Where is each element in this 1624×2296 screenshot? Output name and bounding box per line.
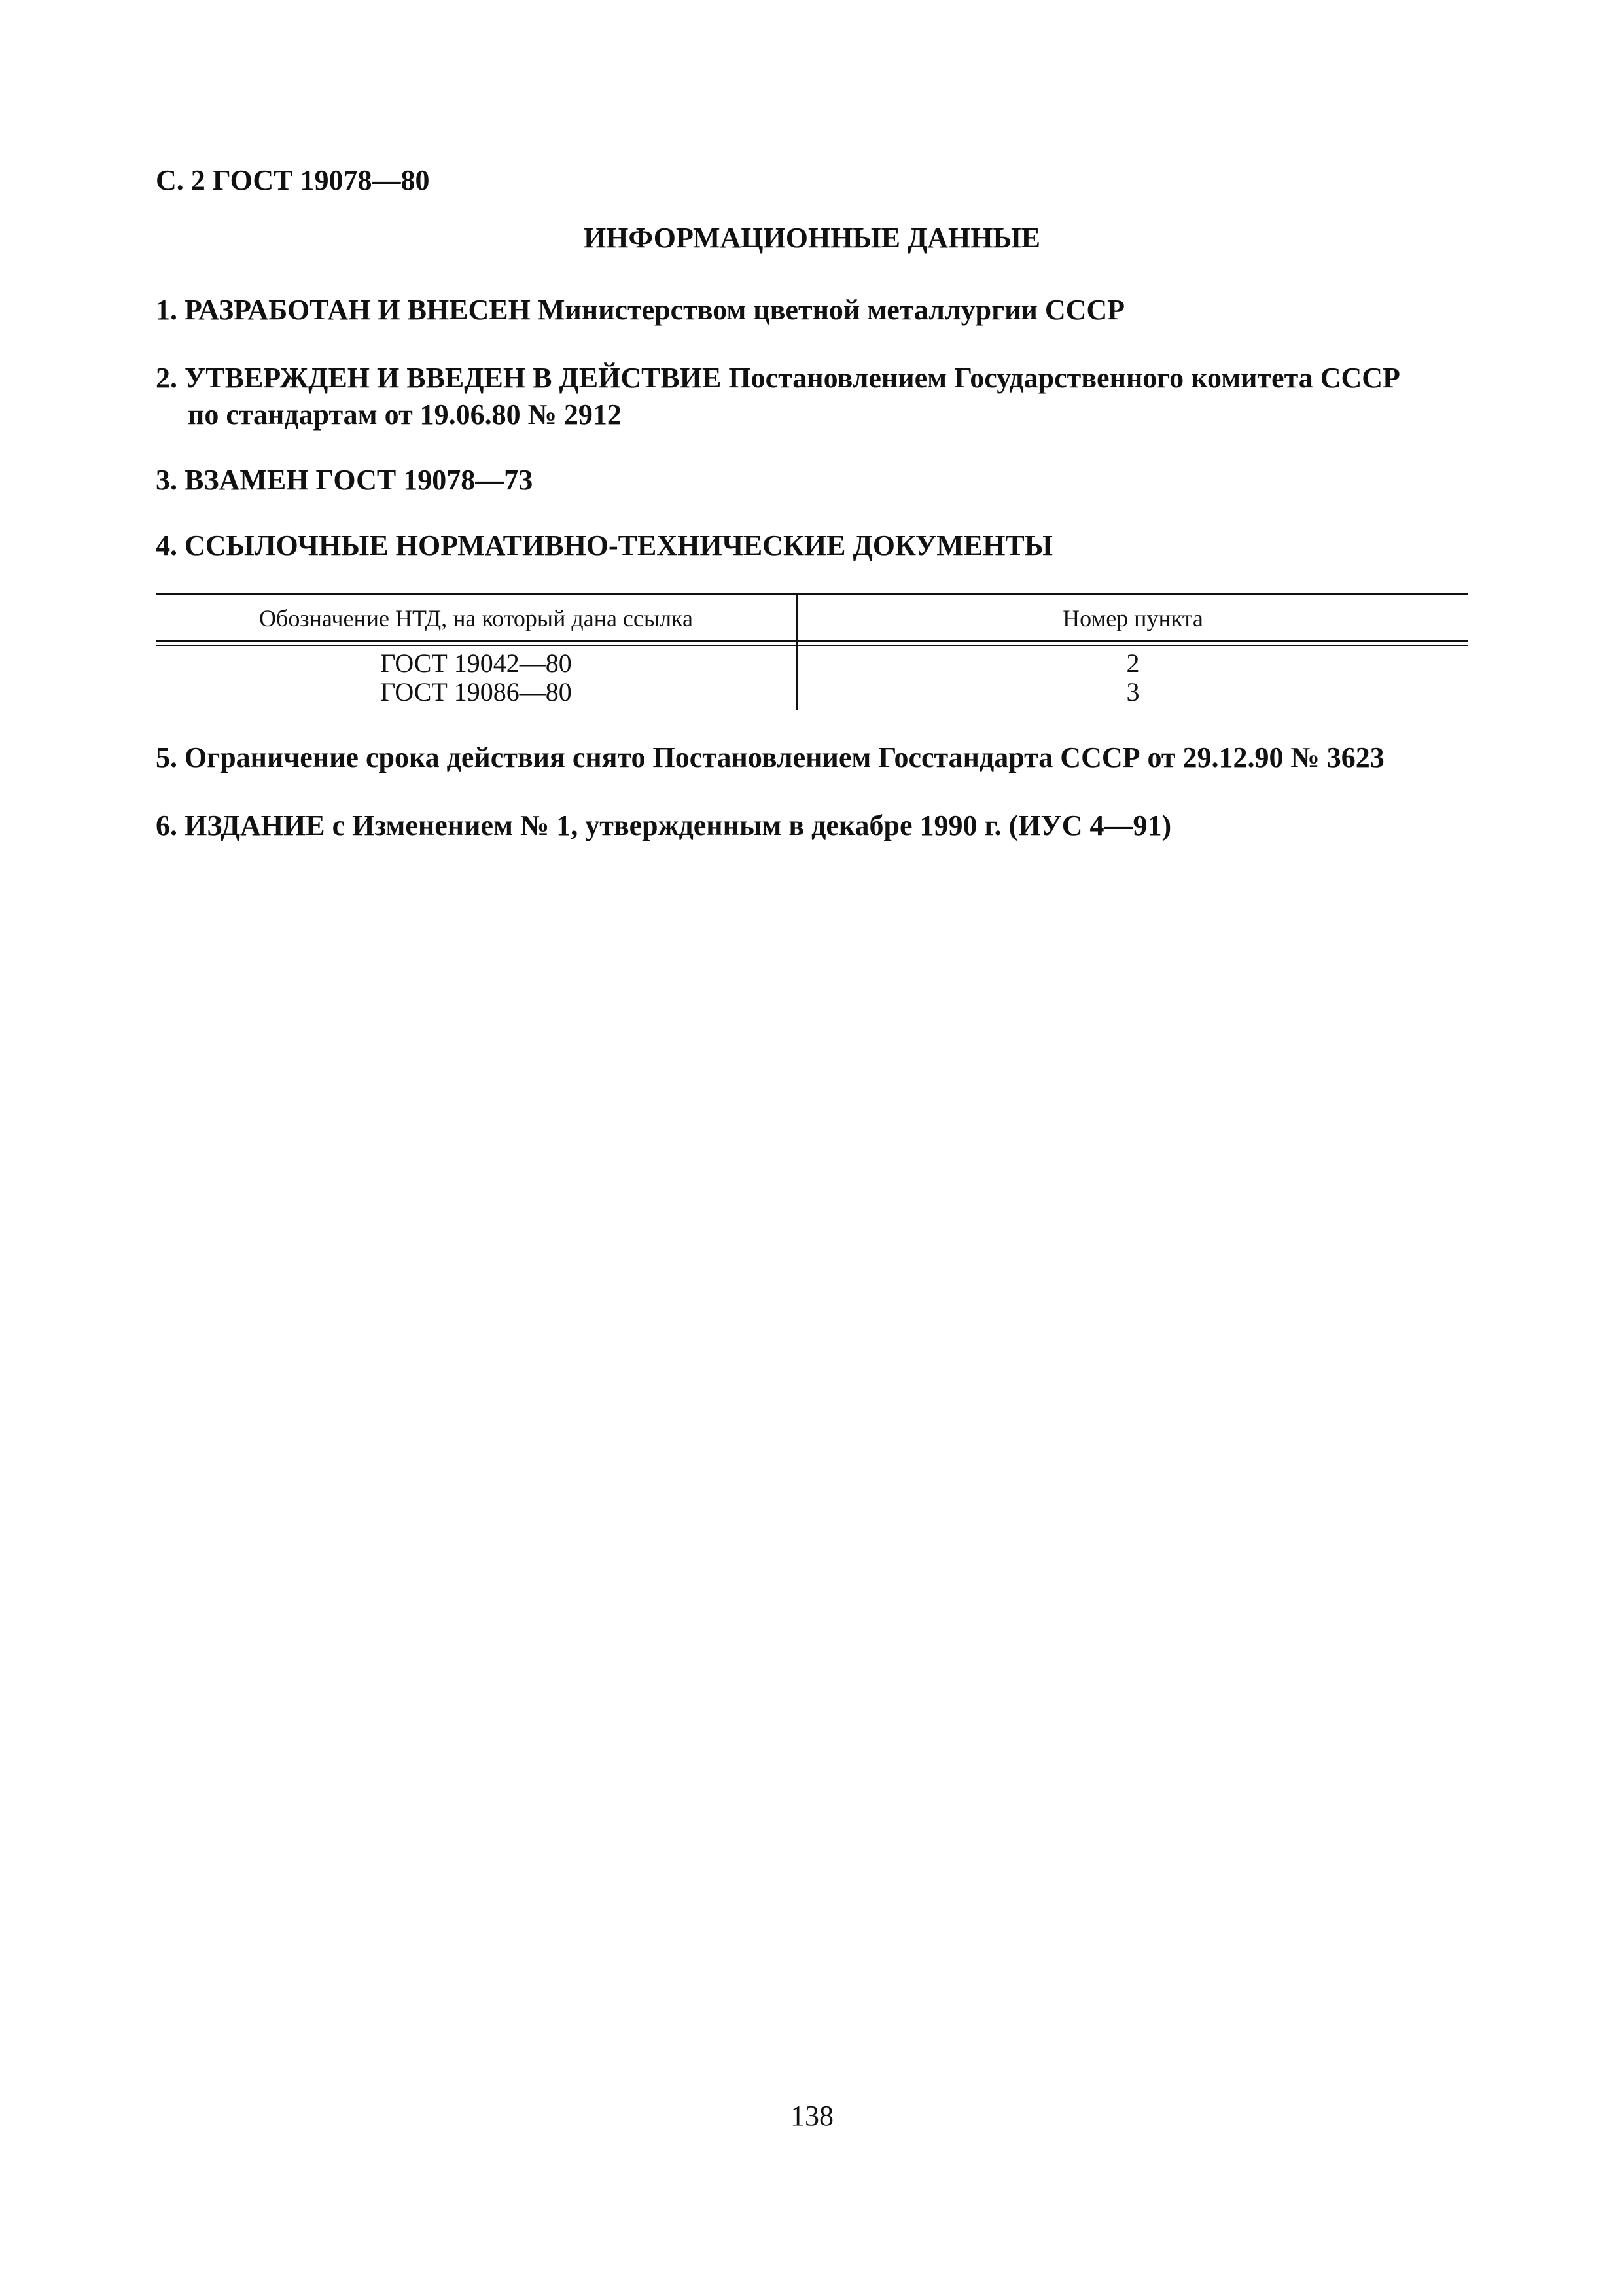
info-item-4-lead: 4. ССЫЛОЧНЫЕ НОРМАТИВНО-ТЕХНИЧЕСКИЕ ДОКУМЕНТЫ: [156, 529, 1053, 561]
info-item-6-text: с Изменением № 1, утвержденным в декабре 1990 г. (ИУС 4—91): [325, 809, 1172, 841]
section-title: ИНФОРМАЦИОННЫЕ ДАННЫЕ: [583, 222, 1041, 254]
info-item-1: [156, 292, 1471, 328]
table-row-2-clause: 3: [1126, 677, 1140, 707]
info-item-2-continuation: по стандартам от 19.06.80 № 2912: [188, 398, 622, 431]
info-item-5-lead: 5.: [156, 741, 177, 773]
info-item-3-lead: 3. ВЗАМЕН ГОСТ 19078—73: [156, 464, 533, 496]
table-row-1-designation: ГОСТ 19042—80: [380, 648, 572, 678]
info-item-6: [156, 807, 1471, 844]
info-item-1-text: Министерством цветной металлургии СССР: [530, 294, 1125, 326]
info-item-2: [156, 360, 1471, 433]
table-top-rule: [156, 593, 1468, 595]
running-header: С. 2 ГОСТ 19078—80: [156, 164, 430, 196]
info-item-5-text: Ограничение срока действия снято Постановлением Госстандарта СССР от 29.12.90 № 3623: [177, 741, 1385, 773]
info-item-4: [156, 527, 1471, 564]
info-item-5: [156, 739, 1471, 776]
info-item-3: [156, 462, 1471, 499]
table-row-1-clause: 2: [1126, 648, 1140, 678]
info-item-6-lead: 6. ИЗДАНИЕ: [156, 809, 325, 841]
info-item-2-text: Постановлением Государственного комитета СССР: [721, 362, 1400, 394]
table-header-clause: Номер пункта: [1063, 605, 1203, 631]
table-row-2-designation: ГОСТ 19086—80: [380, 677, 572, 707]
table-header-designation: Обозначение НТД, на который дана ссылка: [259, 605, 693, 631]
info-item-2-lead: 2. УТВЕРЖДЕН И ВВЕДЕН В ДЕЙСТВИЕ: [156, 362, 722, 394]
page-number: 138: [790, 2100, 834, 2132]
table-header-rule: [156, 640, 1468, 642]
info-item-1-lead: 1. РАЗРАБОТАН И ВНЕСЕН: [156, 294, 531, 326]
table-header-rule-double: [156, 645, 1468, 646]
